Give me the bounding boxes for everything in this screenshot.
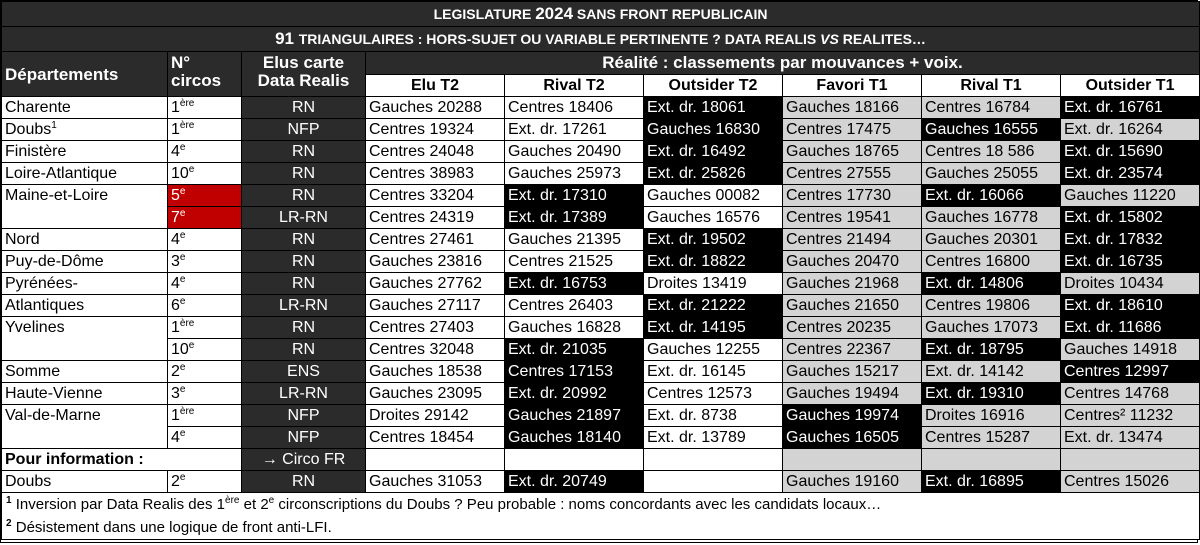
elu-cell: RN (242, 471, 366, 493)
result-cell: Gauches 16830 (644, 119, 783, 141)
empty-cell (783, 449, 922, 471)
footnote-text: Désistement dans une logique de front anti-LFI. (11, 519, 332, 536)
circo-ordinal: e (179, 428, 186, 439)
column-header: Rival T1 (922, 75, 1061, 97)
result-cell: Ext. dr. 18061 (644, 97, 783, 119)
result-cell: Gauches 19494 (783, 383, 922, 405)
result-cell: Gauches 20288 (366, 97, 505, 119)
result-cell: Gauches 23095 (366, 383, 505, 405)
elu-cell: LR-RN (242, 207, 366, 229)
footnote-mark: 2 (6, 518, 12, 529)
elu-cell: RN (242, 163, 366, 185)
result-cell: Gauches 20490 (505, 141, 644, 163)
circo-num: 4 (171, 143, 180, 160)
result-cell: Ext. dr. 21222 (644, 295, 783, 317)
result-cell: Ext. dr. 20992 (505, 383, 644, 405)
departement-name: Haute-Vienne (5, 385, 103, 402)
circo-number (168, 317, 242, 339)
circo-ordinal: e (179, 296, 186, 307)
elu-cell: RN (242, 273, 366, 295)
departement-cell (2, 251, 168, 273)
circo-ordinal: e (179, 186, 186, 197)
elu-cell: RN (242, 185, 366, 207)
result-cell: Gauches 31053 (366, 471, 505, 493)
elu-cell: NFP (242, 119, 366, 141)
table-row (2, 207, 1200, 229)
departement-cell (2, 383, 168, 405)
elu-cell: NFP (242, 405, 366, 427)
circo-num: 10 (171, 341, 189, 358)
circo-ordinal: e (179, 472, 186, 483)
departement-name: Val-de-Marne (5, 407, 101, 424)
result-cell: Centres 18 586 (922, 141, 1061, 163)
footnote-mark: 1 (51, 120, 57, 131)
result-cell: Centres 27403 (366, 317, 505, 339)
result-cell: Ext. dr. 16066 (922, 185, 1061, 207)
circo-ordinal: ère (179, 318, 195, 329)
header-label: Départements (5, 64, 119, 84)
result-cell: Gauches 23816 (366, 251, 505, 273)
table-row (2, 317, 1200, 339)
header-elus (242, 52, 366, 97)
circo-ordinal: e (179, 384, 186, 395)
result-cell: Gauches 18140 (505, 427, 644, 449)
result-cell: Gauches 15217 (783, 361, 922, 383)
result-cell: Centres 15287 (922, 427, 1061, 449)
result-cell: Ext. dr. 18795 (922, 339, 1061, 361)
table-row (2, 251, 1200, 273)
result-cell: Ext. dr. 14195 (644, 317, 783, 339)
title-text: LEGISLATURE (433, 6, 536, 22)
result-cell: Ext. dr. 20749 (505, 471, 644, 493)
elu-cell: RN (242, 141, 366, 163)
result-cell: Centres 33204 (366, 185, 505, 207)
circo-num: 4 (171, 429, 180, 446)
result-cell: Centres 19541 (783, 207, 922, 229)
circo-num: 5 (171, 187, 180, 204)
result-cell: Ext. dr. 15690 (1061, 141, 1200, 163)
table-row (2, 273, 1200, 295)
circo-num: 1 (171, 407, 180, 424)
circo-num: 2 (171, 363, 180, 380)
circo-num: 10 (171, 165, 189, 182)
circo-number (168, 251, 242, 273)
column-header: Favori T1 (783, 75, 922, 97)
result-cell: Ext. dr. 8738 (644, 405, 783, 427)
result-cell: Ext. dr. 16264 (1061, 119, 1200, 141)
result-cell: Gauches 16505 (783, 427, 922, 449)
elu-cell: RN (242, 229, 366, 251)
result-cell: Droites 13419 (644, 273, 783, 295)
result-cell: Centres² 11232 (1061, 405, 1200, 427)
result-cell: Centres 27555 (783, 163, 922, 185)
footnote-row (2, 516, 1200, 540)
result-cell: Centres 26403 (505, 295, 644, 317)
elu-cell: RN (242, 317, 366, 339)
title-text: REALITES… (838, 31, 926, 47)
result-cell: Gauches 21968 (783, 273, 922, 295)
result-cell: Gauches 25973 (505, 163, 644, 185)
result-cell: Droites 16916 (922, 405, 1061, 427)
departement-cell (2, 273, 168, 295)
departement-cell (2, 185, 168, 229)
empty-cell (505, 449, 644, 471)
result-cell: Gauches 19974 (783, 405, 922, 427)
departement-name: Puy-de-Dôme (5, 253, 104, 270)
circo-number (168, 339, 242, 361)
info-label: Pour information : (2, 449, 242, 471)
result-cell: Ext. dr. 13789 (644, 427, 783, 449)
title-text: TRIANGULAIRES : HORS-SUJET OU VARIABLE PERTINENTE ? DATA REALIS (298, 31, 821, 47)
circo-number (168, 383, 242, 405)
departement-name: Maine-et-Loire (5, 187, 109, 204)
departement-cell (2, 163, 168, 185)
result-cell: Gauches 25055 (922, 163, 1061, 185)
result-cell: Centres 24048 (366, 141, 505, 163)
circo-number (168, 273, 242, 295)
departement-cell (2, 405, 168, 449)
result-cell: Gauches 20301 (922, 229, 1061, 251)
header-label: Réalité : classements par mouvances + voix. (602, 53, 963, 72)
table-row (2, 339, 1200, 361)
result-cell: Ext. dr. 17261 (505, 119, 644, 141)
result-cell: Centres 24319 (366, 207, 505, 229)
result-cell: Gauches 16576 (644, 207, 783, 229)
result-cell: Ext. dr. 14142 (922, 361, 1061, 383)
table-row (2, 295, 1200, 317)
table-row (2, 97, 1200, 119)
table-row (2, 427, 1200, 449)
result-cell: Ext. dr. 23574 (1061, 163, 1200, 185)
header-departements (2, 52, 168, 97)
result-cell: Centres 17475 (783, 119, 922, 141)
empty-cell (922, 449, 1061, 471)
result-cell: Ext. dr. 21035 (505, 339, 644, 361)
circo-number (168, 141, 242, 163)
circo-ordinal: e (179, 142, 186, 153)
circo-num: 1 (171, 319, 180, 336)
circo-ordinal: e (179, 230, 186, 241)
result-cell: Ext. dr. 19310 (922, 383, 1061, 405)
result-cell: Gauches 12255 (644, 339, 783, 361)
title-text: 91 (275, 29, 299, 48)
circo-number (168, 185, 242, 207)
footnote-2 (2, 516, 1200, 540)
circo-num: 4 (171, 231, 180, 248)
footnote-text: circonscriptions du Doubs ? Peu probable : noms concordants avec les candidats locaux… (274, 496, 882, 513)
departement-cell (2, 97, 168, 119)
circo-ordinal: ère (179, 98, 195, 109)
result-cell: Centres 17153 (505, 361, 644, 383)
result-cell: Ext. dr. 17310 (505, 185, 644, 207)
elu-cell: LR-RN (242, 383, 366, 405)
circo-num: 3 (171, 253, 180, 270)
elu-cell: LR-RN (242, 295, 366, 317)
circo-number (168, 229, 242, 251)
circo-num: 3 (171, 385, 180, 402)
circo-ordinal: e (179, 208, 186, 219)
circo-num: 4 (171, 275, 180, 292)
title-line-2 (2, 27, 1200, 52)
circo-number (168, 97, 242, 119)
header-circos (168, 52, 242, 97)
column-header: Outsider T2 (644, 75, 783, 97)
title-line-1 (2, 2, 1200, 27)
circo-num: 2 (171, 473, 180, 490)
table-row (2, 383, 1200, 405)
departement-name: Nord (5, 231, 40, 248)
result-cell: Gauches 18538 (366, 361, 505, 383)
circo-num: 1 (171, 99, 180, 116)
header-label: N° (171, 53, 191, 72)
result-cell: Droites 29142 (366, 405, 505, 427)
result-cell: Centres 15026 (1061, 471, 1200, 493)
result-cell: Ext. dr. 25826 (644, 163, 783, 185)
result-cell: Centres 16784 (922, 97, 1061, 119)
result-cell: Gauches 21395 (505, 229, 644, 251)
result-cell: Ext. dr. 16761 (1061, 97, 1200, 119)
circo-number (168, 471, 242, 493)
circo-num: 6 (171, 297, 180, 314)
circo-number (168, 163, 242, 185)
table-row (2, 471, 1200, 493)
title-year: 2024 (535, 4, 574, 23)
result-cell: Centres 19324 (366, 119, 505, 141)
result-cell: Centres 17730 (783, 185, 922, 207)
result-cell: Gauches 18765 (783, 141, 922, 163)
result-cell: Centres 21494 (783, 229, 922, 251)
elu-cell: RN (242, 251, 366, 273)
elu-cell: RN (242, 97, 366, 119)
table-row (2, 185, 1200, 207)
departement-name: Pyrénées- (5, 275, 78, 292)
circo-ordinal: e (179, 274, 186, 285)
result-cell: Centres 32048 (366, 339, 505, 361)
circo-number (168, 361, 242, 383)
result-cell: Gauches 14918 (1061, 339, 1200, 361)
result-cell: Centres 22367 (783, 339, 922, 361)
title-vs: VS (820, 31, 839, 47)
departement-cell (2, 119, 168, 141)
result-cell: Gauches 21897 (505, 405, 644, 427)
footnote-text: e (268, 495, 275, 506)
result-cell: Ext. dr. 16492 (644, 141, 783, 163)
result-cell: Droites 10434 (1061, 273, 1200, 295)
header-label: Elus carte (262, 53, 345, 72)
header-label: circos (171, 71, 222, 90)
circo-number (168, 427, 242, 449)
footnote-text: ère (225, 495, 240, 506)
result-cell: Ext. dr. 18610 (1061, 295, 1200, 317)
circo-number (168, 119, 242, 141)
elu-cell: RN (242, 339, 366, 361)
result-cell: Ext. dr. 15802 (1061, 207, 1200, 229)
departement-cell (2, 295, 168, 317)
result-cell: Gauches 11220 (1061, 185, 1200, 207)
circo-num: 1 (171, 121, 180, 138)
departement-name: Doubs (2, 471, 168, 493)
result-cell: Gauches 16555 (922, 119, 1061, 141)
result-cell: Gauches 17073 (922, 317, 1061, 339)
result-cell: Ext. dr. 16145 (644, 361, 783, 383)
header-realite (366, 52, 1200, 75)
result-cell: Centres 18454 (366, 427, 505, 449)
triangulaires-table (1, 1, 1200, 540)
result-cell: Centres 38983 (366, 163, 505, 185)
result-cell: Gauches 21650 (783, 295, 922, 317)
departement-cell (2, 229, 168, 251)
result-cell: Gauches 18166 (783, 97, 922, 119)
table-row (2, 141, 1200, 163)
result-cell: Gauches 27117 (366, 295, 505, 317)
circo-ordinal: e (188, 340, 195, 351)
header-label: Data Realis (257, 71, 350, 90)
result-cell: Centres 14768 (1061, 383, 1200, 405)
table-row (2, 405, 1200, 427)
empty-cell (1061, 449, 1200, 471)
departement-name: Finistère (5, 143, 67, 160)
footnote-mark: 1 (6, 495, 12, 506)
result-cell: Ext. dr. 19502 (644, 229, 783, 251)
result-cell: Centres 20235 (783, 317, 922, 339)
footnote-1 (2, 493, 1200, 517)
table-row (2, 163, 1200, 185)
result-cell (644, 471, 783, 493)
result-cell: Centres 19806 (922, 295, 1061, 317)
footnote-row (2, 493, 1200, 517)
departement-cell (2, 361, 168, 383)
result-cell: Ext. dr. 17832 (1061, 229, 1200, 251)
departement-name: Atlantiques (5, 297, 85, 314)
table-row (2, 361, 1200, 383)
result-cell: Ext. dr. 18822 (644, 251, 783, 273)
departement-name: Loire-Atlantique (5, 165, 118, 182)
result-cell: Centres 12997 (1061, 361, 1200, 383)
info-row (2, 449, 1200, 471)
circo-ordinal: ère (179, 120, 195, 131)
empty-cell (366, 449, 505, 471)
departement-name: Doubs (5, 121, 52, 138)
result-cell: Ext. dr. 11686 (1061, 317, 1200, 339)
footnote-text: Inversion par Data Realis des 1 (11, 496, 226, 513)
circo-number (168, 405, 242, 427)
column-header: Outsider T1 (1061, 75, 1200, 97)
result-cell: Centres 12573 (644, 383, 783, 405)
circo-ordinal: ère (179, 406, 195, 417)
result-cell: Ext. dr. 16735 (1061, 251, 1200, 273)
circo-ordinal: e (179, 252, 186, 263)
footnote-text: et 2 (239, 496, 269, 513)
departement-cell (2, 141, 168, 163)
column-header: Rival T2 (505, 75, 644, 97)
empty-cell (644, 449, 783, 471)
departement-cell (2, 317, 168, 361)
circo-ordinal: e (179, 362, 186, 373)
info-circo: → Circo FR (242, 449, 366, 471)
result-cell: Centres 16800 (922, 251, 1061, 273)
elu-cell: NFP (242, 427, 366, 449)
column-header: Elu T2 (366, 75, 505, 97)
result-cell: Ext. dr. 13474 (1061, 427, 1200, 449)
circo-num: 7 (171, 209, 180, 226)
result-cell: Gauches 19160 (783, 471, 922, 493)
table-row (2, 229, 1200, 251)
result-cell: Centres 27461 (366, 229, 505, 251)
circo-number (168, 295, 242, 317)
result-cell: Ext. dr. 16895 (922, 471, 1061, 493)
result-cell: Gauches 00082 (644, 185, 783, 207)
result-cell: Centres 21525 (505, 251, 644, 273)
result-cell: Ext. dr. 17389 (505, 207, 644, 229)
title-text: SANS FRONT REPUBLICAIN (573, 6, 768, 22)
result-cell: Gauches 20470 (783, 251, 922, 273)
table-row (2, 119, 1200, 141)
departement-name: Yvelines (5, 319, 65, 336)
elu-cell: ENS (242, 361, 366, 383)
result-cell: Ext. dr. 14806 (922, 273, 1061, 295)
departement-name: Charente (5, 99, 71, 116)
result-cell: Gauches 16778 (922, 207, 1061, 229)
result-cell: Gauches 16828 (505, 317, 644, 339)
result-cell: Ext. dr. 16753 (505, 273, 644, 295)
departement-name: Somme (5, 363, 61, 380)
result-cell: Centres 18406 (505, 97, 644, 119)
circo-number (168, 207, 242, 229)
result-cell: Gauches 27762 (366, 273, 505, 295)
circo-ordinal: e (188, 164, 195, 175)
